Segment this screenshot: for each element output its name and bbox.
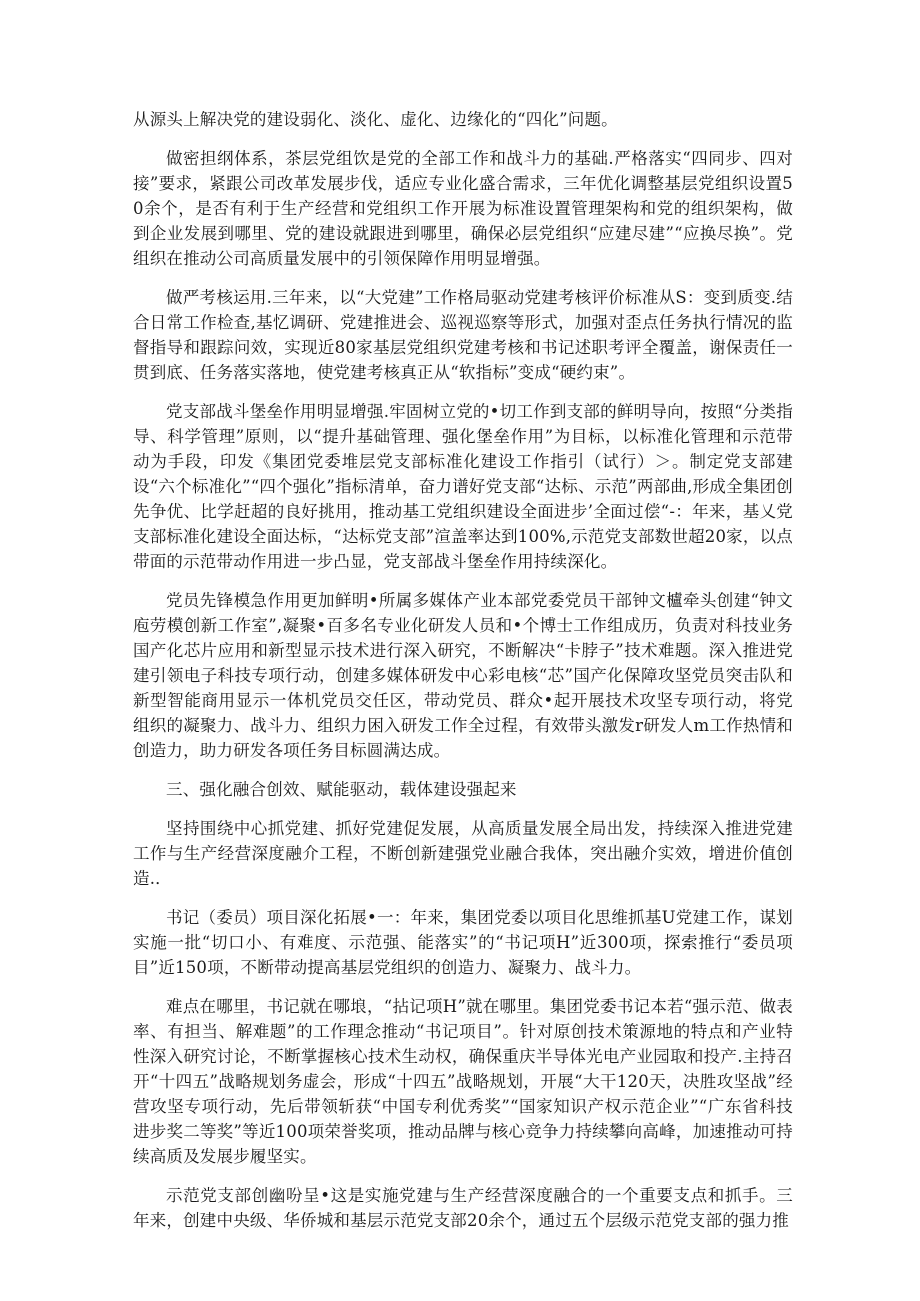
paragraph-6: 坚持围绕中心抓党建、抓好党建促发展，从高质量发展全局出发，持续深入推进党建工作与生产经营深度融介工程，不断创新建强党业融合我体，突出融介实效，增进价值创造.． (133, 819, 793, 888)
paragraph-5: 党员先锋模急作用更加鲜明•所属多媒体产业本部党委党员干部钟文櫨牵头创建“钟文庖劳模创新工作室”,凝聚•百多名专业化研发人员和•个博士工作组成历，负责对科技业务国产化芯片应用和新型显示技术进行深入研究，不断解决“卡脖子”技术难题。深入推进党建引领电子科技专项行动，创建多媒体研发中心彩电核“芯”国产化保障攻坚党员突击队和新型智能商用显示一体机党员交任区，带动党员、群众•起开展技术攻坚专项行动，将党组织的凝聚力、战斗力、组织力困入研发工作全过程，有效带头激发r研发人m工作热情和创造力，助力研发各项任务目标圆满达成。 (133, 591, 793, 760)
paragraph-4: 党支部战斗堡垒作用明显增强.牢固树立党的•切工作到支部的鲜明导向，按照“分类指导、科学管理”原则，以“提升基础管理、强化堡垒作用”为目标，以标准化管理和示范带动为手段，印发《集团党委堆层党支部标准化建设工作指引（试行）＞。制定党支部建设“六个标准化”“四个强化”指标清单，奋力谱好党支部“达标、示范”两部曲,形成全集团创先争优、比学赶超的良好挑用，推动基工党组织建设全面进步’全面过偿“-：年来，基乂党支部标准化建设全面达标，“达标党支部”渲盖率达到100%,示范党支部数世超20家，以点带面的示范带动作用进一步凸显，党支部战斗堡垒作用持续深化。 (133, 402, 793, 571)
paragraph-7: 书记（委员）项目深化拓展•一：年来，集团党委以项目化思维抓基U党建工作，谋划实施一批“切口小、有难度、示范强、能落实”的“书记项H”近300项，探索推行“委员项目”近150项，不断带动提高基层党组织的创造力、凝聚力、战斗力。 (133, 908, 793, 977)
paragraph-2: 做密担纲体系，茶层党组饮是党的全部工作和战斗力的基础.严格落实“四同步、四对接”要求，紧跟公司改革发展步伐，适应专业化盛合需求，三年优化调整基层党组织设置50余个，是否有利于生产经营和党组织工作开展为标准设置管理架构和党的组织架构，做到企业发展到哪里、党的建设就跟进到哪里，确保必层党组织“应建尽建”“应换尽换”。党组织在推动公司高质量发展中的引领保障作用明显增强。 (133, 149, 793, 268)
paragraph-1: 从源头上解决党的建设弱化、淡化、虚化、边缘化的“四化”问题。 (133, 110, 618, 129)
paragraph-9: 示范党支部创幽吩呈•这是实施党建与生产经营深度融合的一个重要支点和抓手。三年来，创建中央级、华侨城和基层示范党支部20余个，通过五个层级示范党支部的强力推 (133, 1186, 793, 1230)
paragraph-8: 难点在哪里，书记就在哪埌，“拈记项H”就在哪里。集团党委书记本若“强示范、做表率、有担当、解难题”的工作理念推动“书记项目”。针对原创技术策源地的特点和产业特性深入研究讨论，不断掌握核心技术生动权，确保重庆半导体光电产业园取和投产.主持召开“十四五”战略规划务虚会，形成“十四五”战略规划，开展“大干120天，决胜攻坚战”经营攻坚专项行动，先后带领斩获“中国专利优秀奖”“国家知识产权示范企业”“广东省科技进步奖二等奖”等近100项荣誉奖项，推动品牌与核心竞争力持续攀向高峰，加速推动可持续高质及发展步履坚实。 (133, 997, 793, 1166)
paragraph-3: 做严考核运用.三年来，以“大党建”工作格局驱动党建考核评价标准从S：变到质变.结合日常工作检查,基忆调研、党建推进会、巡视巡察等形式，加强对歪点任务执行情况的监督指导和跟踪问效，实现近80家基层党组织党建考核和书记述职考评全覆盖，谢保责任一贯到底、任务落实落地，使党建考核真正从“软指标”变成“硬约束”。 (133, 288, 793, 382)
section-heading: 三、强化融合创效、赋能驱动，载体建设强起来 (166, 780, 517, 799)
